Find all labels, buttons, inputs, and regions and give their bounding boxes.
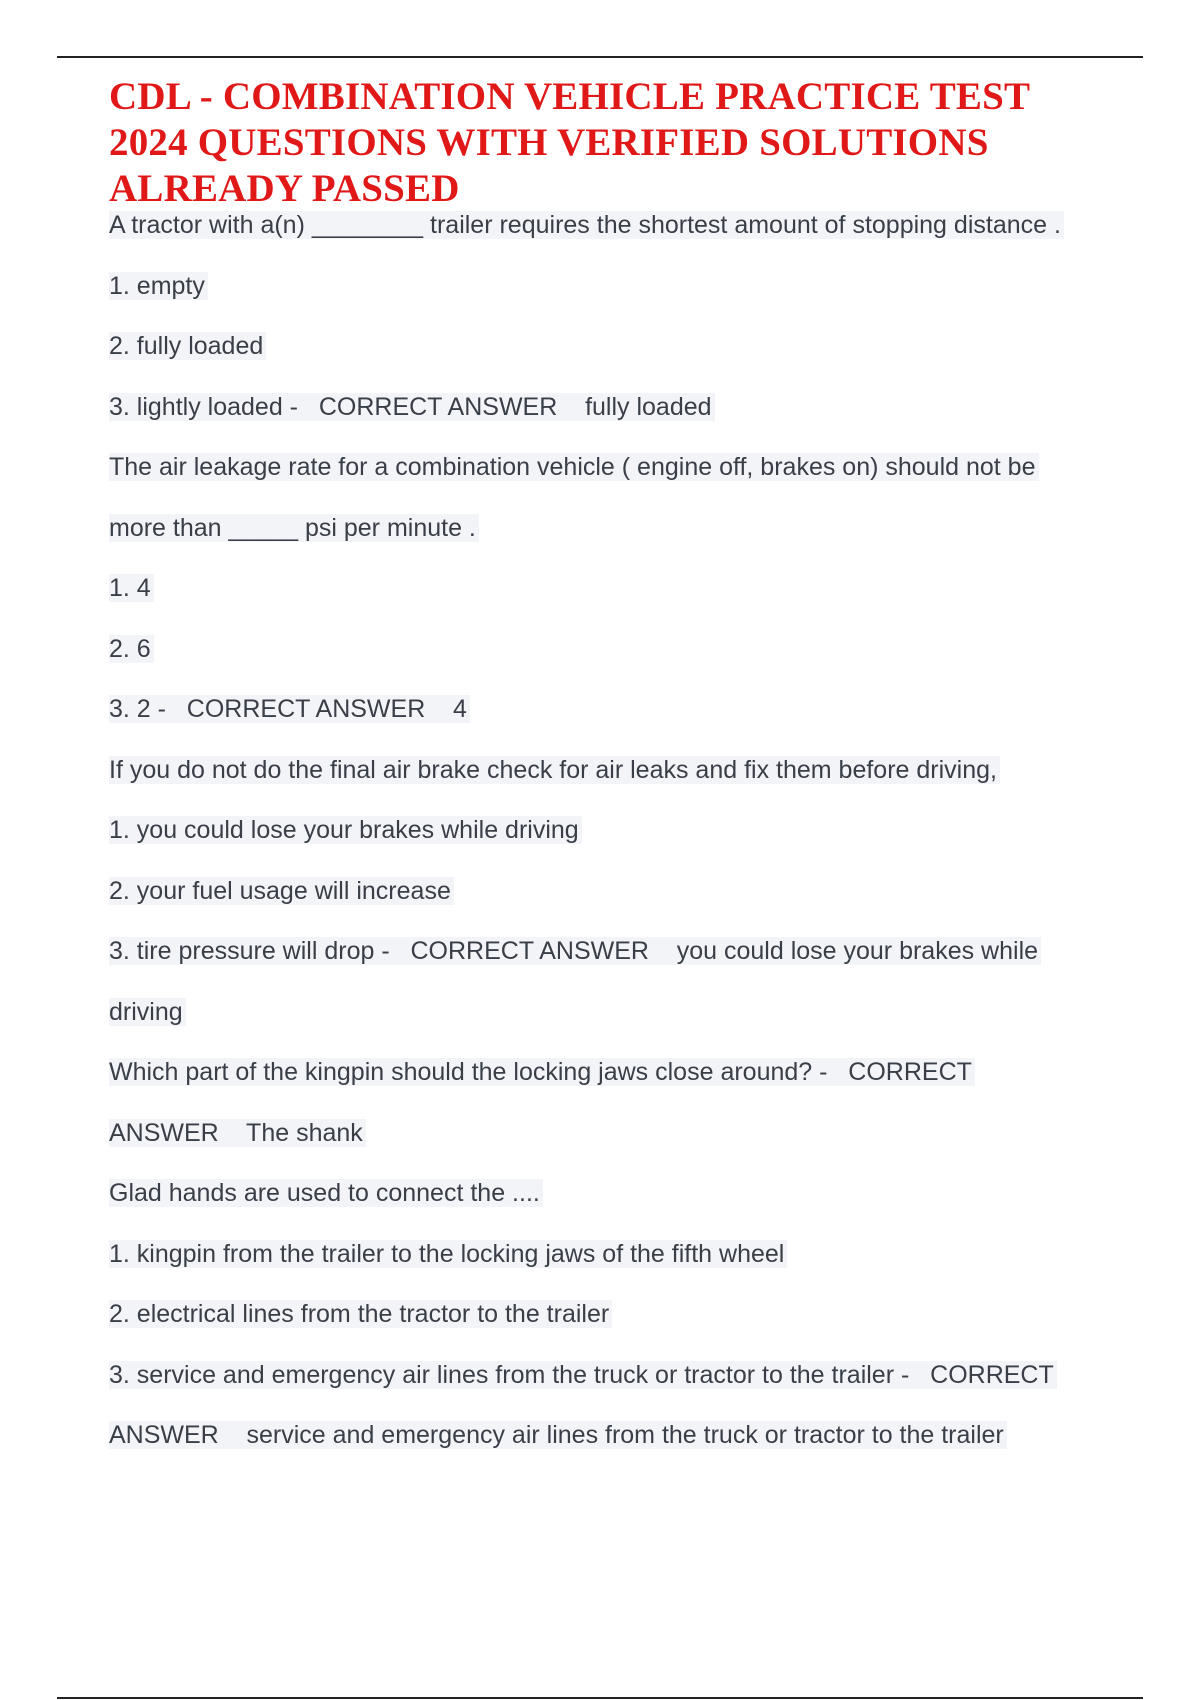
question-3-answer-line-2: driving: [109, 993, 1119, 1054]
question-5-option-1: 1. kingpin from the trailer to the locking jaws of the fifth wheel: [109, 1235, 1119, 1296]
title-line-3: ALREADY PASSED: [109, 167, 460, 210]
bottom-rule: [57, 1697, 1143, 1699]
question-4-line-1: Which part of the kingpin should the locking jaws close around? - CORRECT: [109, 1053, 1119, 1114]
question-4-line-2: ANSWER The shank: [109, 1114, 1119, 1175]
document-title: [109, 74, 1119, 212]
question-2-option-2: 2. 6: [109, 630, 1119, 691]
title-line-2: 2024 QUESTIONS WITH VERIFIED SOLUTIONS: [109, 121, 989, 164]
question-2-option-1: 1. 4: [109, 569, 1119, 630]
question-1-option-2: 2. fully loaded: [109, 327, 1119, 388]
title-line-1: CDL - COMBINATION VEHICLE PRACTICE TEST: [109, 75, 1031, 118]
question-5-stem: Glad hands are used to connect the ....: [109, 1174, 1119, 1235]
question-5-answer-line-2: ANSWER service and emergency air lines from the truck or tractor to the trailer: [109, 1416, 1119, 1477]
question-list: [109, 206, 1119, 1477]
question-5-answer-line-1: 3. service and emergency air lines from the truck or tractor to the trailer - CORRECT: [109, 1356, 1119, 1417]
question-1-option-1: 1. empty: [109, 267, 1119, 328]
question-5-option-2: 2. electrical lines from the tractor to the trailer: [109, 1295, 1119, 1356]
question-3-option-2: 2. your fuel usage will increase: [109, 872, 1119, 933]
question-3-answer-line-1: 3. tire pressure will drop - CORRECT ANSWER you could lose your brakes while: [109, 932, 1119, 993]
question-2-answer: 3. 2 - CORRECT ANSWER 4: [109, 690, 1119, 751]
question-1-stem: A tractor with a(n) ________ trailer requires the shortest amount of stopping distance .: [109, 206, 1119, 267]
question-2-stem-line-1: The air leakage rate for a combination vehicle ( engine off, brakes on) should not be: [109, 448, 1119, 509]
question-3-option-1: 1. you could lose your brakes while driving: [109, 811, 1119, 872]
top-rule: [57, 56, 1143, 58]
document-content: [109, 74, 1119, 1477]
question-2-stem-line-2: more than _____ psi per minute .: [109, 509, 1119, 570]
question-1-answer: 3. lightly loaded - CORRECT ANSWER fully loaded: [109, 388, 1119, 449]
question-3-stem: If you do not do the final air brake check for air leaks and fix them before driving,: [109, 751, 1119, 812]
